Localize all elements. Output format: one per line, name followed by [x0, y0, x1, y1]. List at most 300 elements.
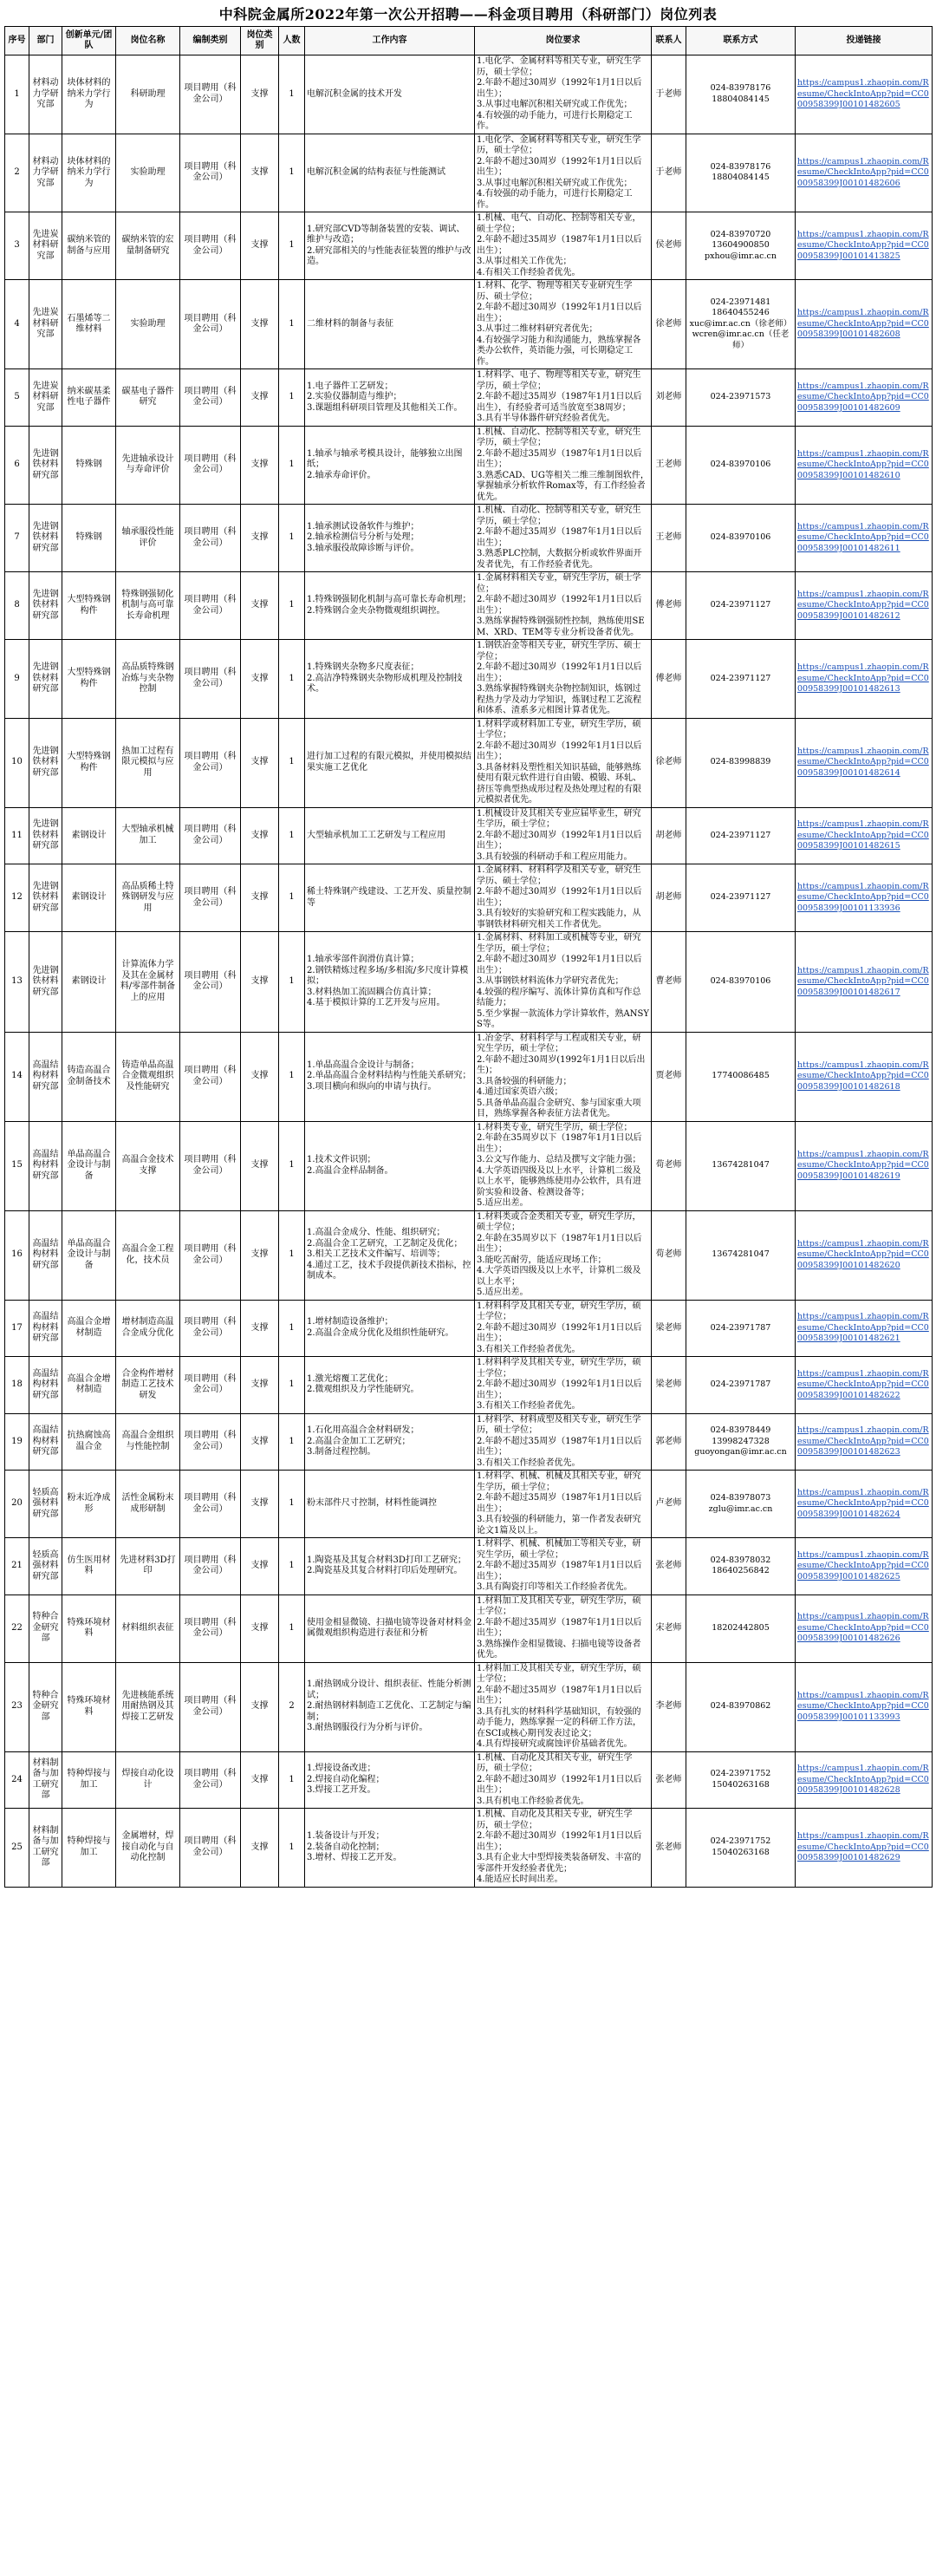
table-row: [5, 572, 933, 640]
apply-link[interactable]: https://campus1.zhaopin.com/Resume/CheckIntoApp?pid=CC000958399J00101482626: [797, 1612, 929, 1644]
work-content-cell: [305, 1357, 475, 1414]
staffing-type-cell: [180, 1300, 241, 1357]
apply-link[interactable]: https://campus1.zhaopin.com/Resume/CheckIntoApp?pid=CC000958399J00101482611: [797, 521, 929, 553]
apply-link[interactable]: https://campus1.zhaopin.com/Resume/CheckIntoApp?pid=CC000958399J00101482619: [797, 1149, 929, 1181]
position-name: 高品质稀土特殊钢研发与应用: [121, 881, 174, 913]
table-row: [5, 426, 933, 505]
department: 高温结构材料研究部: [32, 1060, 59, 1092]
staffing-type-cell: [180, 369, 241, 427]
staffing-type-cell: [180, 1210, 241, 1300]
requirements: 1.机械设计及其相关专业应届毕业生，研究生学历，硕士学位； 2.年龄不超过30周岁（1992年1月1日以后出生）； 3.具有较强的科研动手和工程应用能力。: [477, 808, 642, 862]
apply-link[interactable]: https://campus1.zhaopin.com/Resume/CheckIntoApp?pid=CC000958399J00101482618: [797, 1060, 929, 1092]
apply-link[interactable]: https://campus1.zhaopin.com/Resume/CheckIntoApp?pid=CC000958399J00101482613: [797, 662, 929, 694]
table-row: [5, 932, 933, 1033]
apply-link-cell: [796, 134, 933, 212]
col-work-header: 工作内容: [305, 27, 475, 55]
position-name-cell: [116, 640, 180, 719]
staffing-type: 项目聘用（科金公司）: [184, 668, 237, 688]
work-content: 稀土特殊钢产线建设、工艺开发、质量控制等: [307, 887, 471, 908]
row-number: 15: [11, 1160, 23, 1171]
contact-person: 张老师: [655, 1774, 682, 1784]
apply-link[interactable]: https://campus1.zhaopin.com/Resume/CheckIntoApp?pid=CC000958399J00101482624: [797, 1487, 929, 1519]
contact-info-cell: [686, 1032, 796, 1121]
col-contact-info-header: 联系方式: [686, 27, 796, 55]
team-unit: 单晶高温合金设计与制备: [67, 1238, 111, 1270]
team-unit-cell: [62, 1809, 116, 1888]
col-contact-person-header: 联系人: [652, 27, 686, 55]
team-unit: 素钢设计: [71, 976, 107, 986]
contact-info: 13674281047: [712, 1249, 770, 1260]
contact-person: 王老师: [655, 532, 682, 543]
position-name: 实验助理: [130, 318, 166, 329]
requirements: 1.材料科学及其相关专业，研究生学历，硕士学位； 2.年龄不超过30周岁（1992年1月1日以后出生）； 3.有相关工作经验者优先。: [477, 1358, 642, 1411]
team-unit-cell: [62, 1032, 116, 1121]
apply-link[interactable]: https://campus1.zhaopin.com/Resume/CheckIntoApp?pid=CC000958399J00101482617: [797, 965, 929, 997]
contact-person: 徐老师: [655, 318, 682, 329]
requirements-cell: [475, 640, 652, 719]
requirements-cell: [475, 426, 652, 505]
staffing-type: 项目聘用（科金公司）: [184, 595, 237, 616]
department: 特种合金研究部: [32, 1612, 59, 1644]
requirements-cell: [475, 864, 652, 932]
department: 先进钢铁材料研究部: [32, 881, 59, 913]
requirements-cell: [475, 134, 652, 212]
department-cell: [29, 1751, 62, 1809]
headcount: 1: [289, 460, 295, 469]
work-content-cell: [305, 640, 475, 719]
department: 材料制备与加工研究部: [32, 1758, 59, 1801]
position-category-cell: [241, 369, 279, 427]
position-name-cell: [116, 1210, 180, 1300]
apply-link-cell: [796, 1471, 933, 1538]
requirements: 1.机械、电气、自动化、控制等相关专业，硕士学位； 2.年龄不超过35周岁（1987年1月1日以后出生）； 3.从事过相关工作优先； 4.有相关工作经验者优先。: [477, 213, 642, 277]
contact-info-cell: [686, 1595, 796, 1662]
team-unit: 块体材料的纳米力学行为: [67, 78, 111, 109]
position-category-cell: [241, 1413, 279, 1471]
team-unit-cell: [62, 1538, 116, 1595]
team-unit-cell: [62, 426, 116, 505]
contact-person: 荀老师: [655, 1160, 682, 1171]
headcount-cell: [279, 1300, 305, 1357]
contact-person-cell: [652, 1413, 686, 1471]
position-category-cell: [241, 1471, 279, 1538]
apply-link[interactable]: https://campus1.zhaopin.com/Resume/CheckIntoApp?pid=CC000958399J00101482612: [797, 589, 929, 621]
apply-link[interactable]: https://campus1.zhaopin.com/Resume/CheckIntoApp?pid=CC000958399J00101133936: [797, 881, 929, 913]
contact-person-cell: [652, 640, 686, 719]
work-content: 粉末部件尺寸控制，材料性能调控: [307, 1498, 437, 1509]
table-row: [5, 1595, 933, 1662]
contact-info-cell: [686, 1300, 796, 1357]
contact-person: 张老师: [655, 1842, 682, 1852]
department-cell: [29, 932, 62, 1033]
staffing-type: 项目聘用（科金公司）: [184, 453, 237, 475]
headcount-cell: [279, 505, 305, 572]
headcount-cell: [279, 1357, 305, 1414]
table-body: [5, 55, 933, 1888]
work-content: 大型轴承机加工工艺研发与工程应用: [307, 830, 445, 840]
contact-info-cell: [686, 1413, 796, 1471]
team-unit-cell: [62, 807, 116, 864]
headcount-cell: [279, 1471, 305, 1538]
staffing-type: 项目聘用（科金公司）: [184, 235, 237, 256]
requirements: 1.金属材料、材料加工或机械等专业，研究生学历，硕士学位； 2.年龄不超过30周岁（1992年1月1日以后出生）； 3.从事钢铁材料流体力学研究者优先； 4.较强的程序编写、流体计算仿真和写作总结能力； 5.至少掌握一款流体力学计算软件，熟ANSYS等。: [477, 933, 649, 1029]
contact-person-cell: [652, 426, 686, 505]
requirements: 1.电化学、金属材料等相关专业，研究生学历，硕士学位； 2.年龄不超过30周岁（1992年1月1日以后出生）； 3.从事过电解沉积相关研究或工作优先； 4.有较强的动手能力，可进行长期稳定工作。: [477, 56, 642, 131]
department-cell: [29, 426, 62, 505]
position-category-cell: [241, 1300, 279, 1357]
team-unit: 大型特殊钢构件: [67, 595, 111, 616]
contact-info-cell: [686, 369, 796, 427]
position-name-cell: [116, 1751, 180, 1809]
position-category: 支撑: [250, 1622, 269, 1633]
staffing-type-cell: [180, 932, 241, 1033]
row-number-cell: [5, 1595, 29, 1662]
apply-link[interactable]: https://campus1.zhaopin.com/Resume/CheckIntoApp?pid=CC000958399J00101482625: [797, 1549, 929, 1581]
department: 先进钢铁材料研究部: [32, 819, 59, 851]
work-content-cell: [305, 280, 475, 369]
position-name-cell: [116, 1595, 180, 1662]
team-unit: 大型特殊钢构件: [67, 752, 111, 773]
apply-link[interactable]: https://campus1.zhaopin.com/Resume/CheckIntoApp?pid=CC000958399J00101482623: [797, 1425, 929, 1457]
headcount: 1: [289, 892, 295, 903]
position-name-cell: [116, 572, 180, 640]
table-row: [5, 1300, 933, 1357]
requirements: 1.材料类或合金类相关专业，研究生学历，硕士学位； 2.年龄在35周岁以下（1987年1月1日以后出生）； 3.能吃苦耐劳，能适应现场工作； 4.大学英语四级及以上水平，计算机二级及以上水平； 5.适应出差。: [477, 1211, 642, 1297]
department: 轻质高强材料研究部: [32, 1549, 59, 1581]
contact-info-cell: [686, 807, 796, 864]
row-number-cell: [5, 1210, 29, 1300]
department: 先进钢铁材料研究部: [32, 589, 59, 621]
row-number: 19: [11, 1436, 23, 1446]
apply-link-cell: [796, 426, 933, 505]
table-row: [5, 134, 933, 212]
work-content: 电解沉积金属的结构表征与性能测试: [307, 167, 445, 177]
requirements-cell: [475, 807, 652, 864]
table-row: [5, 1751, 933, 1809]
position-name-cell: [116, 1809, 180, 1888]
headcount: 1: [289, 976, 295, 986]
work-content-cell: [305, 134, 475, 212]
department-cell: [29, 134, 62, 212]
requirements-cell: [475, 1751, 652, 1809]
apply-link[interactable]: https://campus1.zhaopin.com/Resume/CheckIntoApp?pid=CC000958399J00101413825: [797, 229, 929, 261]
staffing-type: 项目聘用（科金公司）: [184, 752, 237, 773]
requirements: 1.材料学、机械、机械及其相关专业，研究生学历，硕士学位； 2.年龄不超过35周岁（1987年1月1日以后出生）； 3.具有较强的科研能力，第一作者发表研究论文1篇及以上。: [477, 1471, 642, 1536]
apply-link[interactable]: https://campus1.zhaopin.com/Resume/CheckIntoApp?pid=CC000958399J00101482608: [797, 308, 929, 340]
work-content-cell: [305, 1413, 475, 1471]
apply-link-cell: [796, 864, 933, 932]
apply-link-cell: [796, 1300, 933, 1357]
contact-info: 024-23971127: [710, 892, 771, 903]
work-content-cell: [305, 864, 475, 932]
row-number: 12: [11, 892, 23, 903]
table-row: [5, 864, 933, 932]
department-cell: [29, 572, 62, 640]
staffing-type: 项目聘用（科金公司）: [184, 1155, 237, 1176]
row-number: 2: [14, 167, 20, 177]
position-name: 科研助理: [130, 88, 166, 99]
position-name-cell: [116, 1471, 180, 1538]
team-unit: 石墨烯等二维材料: [67, 313, 111, 334]
contact-person-cell: [652, 1809, 686, 1888]
row-number: 14: [11, 1071, 23, 1081]
contact-info: 024-83970106: [710, 976, 771, 986]
contact-person: 徐老师: [655, 757, 682, 767]
requirements: 1.材料、化学、物理等相关专业研究生学历、硕士学位； 2.年龄不超过30周岁（1992年1月1日以后出生）； 3.从事过二维材料研究者优先； 4.有较强学习能力和沟通能力，熟练掌握各类办公软件，英语能力强，可长期稳定工作。: [477, 281, 642, 367]
apply-link[interactable]: https://campus1.zhaopin.com/Resume/CheckIntoApp?pid=CC000958399J00101482621: [797, 1312, 929, 1343]
position-name: 合金构件增材制造工艺技术研发: [121, 1368, 174, 1400]
team-unit: 块体材料的纳米力学行为: [67, 156, 111, 188]
contact-info: 024-23971127: [710, 830, 771, 840]
col-position-header: 岗位名称: [116, 27, 180, 55]
row-number: 17: [11, 1322, 23, 1333]
page-title: 中科院金属所2022年第一次公开招聘——科金项目聘用（科研部门）岗位列表: [218, 6, 718, 23]
contact-info: 024-23971752 15040263168: [710, 1769, 771, 1790]
contact-info-cell: [686, 640, 796, 719]
contact-info-cell: [686, 572, 796, 640]
position-category: 支撑: [250, 1379, 269, 1389]
team-unit-cell: [62, 1413, 116, 1471]
headcount-cell: [279, 1210, 305, 1300]
apply-link-cell: [796, 1357, 933, 1414]
headcount: 1: [289, 757, 295, 767]
contact-person-cell: [652, 1595, 686, 1662]
row-number-cell: [5, 932, 29, 1033]
requirements: 1.材料科学及其相关专业，研究生学历，硕士学位； 2.年龄不超过30周岁（1992年1月1日以后出生）； 3.有相关工作经验者优先。: [477, 1301, 642, 1354]
table-row: [5, 1121, 933, 1210]
contact-person-cell: [652, 505, 686, 572]
staffing-type: 项目聘用（科金公司）: [184, 887, 237, 908]
staffing-type-cell: [180, 1538, 241, 1595]
work-content: 1.电子器件工艺研发； 2.实验仪器制造与维护； 3.课题组科研项目管理及其他相关工作。: [307, 381, 463, 413]
requirements: 1.材料类专业，研究生学历，硕士学位； 2.年龄在35周岁以下（1987年1月1日以后出生）； 3.公文写作能力、总结及撰写文字能力强； 4.大学英语四级及以上水平，计算机二级及以上水平，能够熟练使用办公软件，具有进阶实验和设备、检测设备等； 5.适应出差。: [477, 1122, 642, 1208]
row-number: 22: [11, 1622, 23, 1633]
requirements-cell: [475, 369, 652, 427]
headcount-cell: [279, 1413, 305, 1471]
staffing-type-cell: [180, 718, 241, 807]
contact-person-cell: [652, 1662, 686, 1751]
position-category: 支撑: [250, 532, 269, 543]
position-name: 大型轴承机械加工: [121, 825, 174, 845]
headcount-cell: [279, 864, 305, 932]
requirements-cell: [475, 1595, 652, 1662]
job-table: [4, 26, 933, 1888]
department: 材料动力学研究部: [32, 78, 59, 109]
headcount-cell: [279, 640, 305, 719]
row-number-cell: [5, 1471, 29, 1538]
contact-person: 胡老师: [655, 830, 682, 840]
work-content-cell: [305, 426, 475, 505]
team-unit-cell: [62, 134, 116, 212]
contact-person-cell: [652, 1121, 686, 1210]
row-number-cell: [5, 864, 29, 932]
staffing-type: 项目聘用（科金公司）: [184, 1066, 237, 1086]
position-name: 金属增材，焊接自动化与自动化控制: [121, 1831, 174, 1862]
contact-person: 荀老师: [655, 1249, 682, 1260]
contact-person-cell: [652, 212, 686, 280]
row-number-cell: [5, 807, 29, 864]
work-content-cell: [305, 572, 475, 640]
work-content: 1.研究部CVD等制备装置的安装、调试、维护与改造； 2.研究部相关的与性能表征装置的维护与改造。: [307, 224, 471, 266]
department-cell: [29, 1413, 62, 1471]
contact-info-cell: [686, 1809, 796, 1888]
position-category: 支撑: [250, 392, 269, 401]
staffing-type: 项目聘用（科金公司）: [184, 1617, 237, 1638]
apply-link[interactable]: https://campus1.zhaopin.com/Resume/CheckIntoApp?pid=CC000958399J00101482620: [797, 1238, 929, 1270]
requirements: 1.机械、自动化、控制等相关专业，研究生学历，硕士学位； 2.年龄不超过35周岁（1987年1月1日以后出生）； 3.熟悉CAD、UG等相关二维三维制图软件，掌握轴承分析软件Romax等，有工作经验者优先。: [477, 427, 649, 502]
staffing-type: 项目聘用（科金公司）: [184, 1244, 237, 1265]
department-cell: [29, 1809, 62, 1888]
requirements: 1.材料学、机械、机械加工等相关专业，研究生学历，硕士学位； 2.年龄不超过35周岁（1987年1月1日以后出生）； 3.具有陶瓷打印等相关工作经验者优先。: [477, 1539, 642, 1592]
row-number: 7: [14, 532, 20, 543]
department: 轻质高强材料研究部: [32, 1487, 59, 1519]
headcount: 1: [289, 1498, 295, 1509]
team-unit-cell: [62, 1300, 116, 1357]
staffing-type-cell: [180, 426, 241, 505]
apply-link[interactable]: https://campus1.zhaopin.com/Resume/CheckIntoApp?pid=CC000958399J00101133993: [797, 1690, 929, 1722]
table-row: [5, 1032, 933, 1121]
requirements: 1.机械、自动化、控制等相关专业，研究生学历，硕士学位； 2.年龄不超过35周岁（1987年1月1日以后出生）； 3.熟悉PLC控制，大数据分析或软件界面开发者优先，有工作经验者优先。: [477, 505, 642, 570]
contact-person: 李老师: [655, 1701, 682, 1712]
contact-info: 024-83998839: [710, 757, 771, 767]
apply-link-cell: [796, 1751, 933, 1809]
work-content: 1.轴承零部件润滑仿真计算； 2.钢铁精炼过程多场/多相流/多尺度计算模拟； 3.材料热加工流固耦合仿真计算； 4.基于模拟计算的工艺开发与应用。: [307, 955, 469, 1008]
staffing-type: 项目聘用（科金公司）: [184, 1769, 237, 1790]
requirements-cell: [475, 932, 652, 1033]
department-cell: [29, 1662, 62, 1751]
apply-link[interactable]: https://campus1.zhaopin.com/Resume/CheckIntoApp?pid=CC000958399J00101482629: [797, 1831, 929, 1862]
apply-link[interactable]: https://campus1.zhaopin.com/Resume/CheckIntoApp?pid=CC000958399J00101482628: [797, 1764, 929, 1795]
position-category: 支撑: [250, 1071, 269, 1081]
headcount-cell: [279, 1121, 305, 1210]
staffing-type: 项目聘用（科金公司）: [184, 313, 237, 334]
headcount: 1: [289, 1322, 295, 1333]
position-category: 支撑: [250, 1561, 269, 1570]
position-category: 支撑: [250, 88, 269, 99]
contact-person: 侯老师: [655, 240, 682, 251]
department: 高温结构材料研究部: [32, 1312, 59, 1343]
table-row: [5, 807, 933, 864]
contact-person-cell: [652, 280, 686, 369]
team-unit-cell: [62, 1121, 116, 1210]
team-unit: 素钢设计: [71, 892, 107, 903]
requirements: 1.材料加工及其相关专业，研究生学历，硕士学位； 2.年龄不超过35周岁（1987年1月1日以后出生）； 3.具有扎实的材料科学基础知识，有较强的动手能力，熟练掌握一定的科研工作方法，在SCI或核心期刊发表过论文； 4.具有焊接研究或腐蚀评价基础者优先。: [477, 1663, 642, 1749]
apply-link[interactable]: https://campus1.zhaopin.com/Resume/CheckIntoApp?pid=CC000958399J00101482610: [797, 448, 929, 480]
department-cell: [29, 640, 62, 719]
position-category-cell: [241, 426, 279, 505]
page: [4, 0, 932, 1888]
team-unit: 高温合金增材制造: [67, 1317, 111, 1338]
row-number-cell: [5, 426, 29, 505]
apply-link[interactable]: https://campus1.zhaopin.com/Resume/CheckIntoApp?pid=CC000958399J00101482605: [797, 78, 929, 109]
work-content: 1.技术文件识别； 2.高温合金样品制备。: [307, 1155, 393, 1176]
position-name: 先进材料3D打印: [120, 1555, 176, 1576]
requirements-cell: [475, 1413, 652, 1471]
row-number-cell: [5, 1121, 29, 1210]
apply-link[interactable]: https://campus1.zhaopin.com/Resume/CheckIntoApp?pid=CC000958399J00101482622: [797, 1368, 929, 1400]
apply-link[interactable]: https://campus1.zhaopin.com/Resume/CheckIntoApp?pid=CC000958399J00101482615: [797, 819, 929, 851]
requirements-cell: [475, 1032, 652, 1121]
contact-info: 024-23971481 18640455246 xuc@imr.ac.cn（徐老师） wcren@imr.ac.cn（任老师）: [689, 297, 792, 350]
row-number-cell: [5, 1751, 29, 1809]
staffing-type-cell: [180, 807, 241, 864]
row-number: 8: [14, 600, 20, 610]
contact-person: 曹老师: [655, 976, 682, 986]
headcount-cell: [279, 369, 305, 427]
contact-person: 梁老师: [655, 1322, 682, 1333]
staffing-type-cell: [180, 1032, 241, 1121]
contact-person: 于老师: [655, 167, 682, 177]
team-unit-cell: [62, 572, 116, 640]
department: 先进炭材料研究部: [32, 308, 59, 340]
row-number: 4: [14, 318, 20, 329]
apply-link[interactable]: https://campus1.zhaopin.com/Resume/CheckIntoApp?pid=CC000958399J00101482606: [797, 156, 929, 188]
contact-person: 王老师: [655, 460, 682, 469]
position-category-cell: [241, 932, 279, 1033]
row-number-cell: [5, 280, 29, 369]
work-content-cell: [305, 1751, 475, 1809]
headcount: 1: [289, 88, 295, 99]
position-category-cell: [241, 718, 279, 807]
department-cell: [29, 1121, 62, 1210]
contact-person: 傅老师: [655, 600, 682, 610]
row-number-cell: [5, 134, 29, 212]
department: 先进钢铁材料研究部: [32, 965, 59, 997]
position-name: 高温合金组织与性能控制: [121, 1431, 174, 1451]
position-name-cell: [116, 1413, 180, 1471]
contact-info-cell: [686, 1121, 796, 1210]
staffing-type-cell: [180, 212, 241, 280]
requirements-cell: [475, 1538, 652, 1595]
table-row: [5, 718, 933, 807]
position-name: 碳纳米管的宏量制备研究: [121, 235, 174, 256]
staffing-type-cell: [180, 640, 241, 719]
requirements-cell: [475, 1662, 652, 1751]
contact-person: 宋老师: [655, 1622, 682, 1633]
col-dept-header: 部门: [29, 27, 62, 55]
position-category-cell: [241, 1595, 279, 1662]
contact-person: 刘老师: [655, 392, 682, 401]
position-name: 特殊钢强韧化机制与高可靠长寿命机理: [121, 589, 174, 621]
department: 先进炭材料研究部: [32, 381, 59, 413]
position-category: 支撑: [250, 892, 269, 903]
position-name-cell: [116, 1032, 180, 1121]
team-unit: 特种焊接与加工: [67, 1836, 111, 1857]
work-content-cell: [305, 1300, 475, 1357]
row-number: 11: [11, 830, 23, 840]
position-category-cell: [241, 280, 279, 369]
requirements-cell: [475, 505, 652, 572]
department-cell: [29, 1210, 62, 1300]
staffing-type: 项目聘用（科金公司）: [184, 1431, 237, 1451]
apply-link[interactable]: https://campus1.zhaopin.com/Resume/CheckIntoApp?pid=CC000958399J00101482614: [797, 746, 929, 778]
position-name: 高品质特殊钢冶炼与夹杂物控制: [121, 662, 174, 694]
position-category-cell: [241, 1032, 279, 1121]
contact-person: 胡老师: [655, 892, 682, 903]
staffing-type: 项目聘用（科金公司）: [184, 83, 237, 104]
work-content: 1.轴承测试设备软件与维护； 2.轴承检测信号分析与处理； 3.轴承服役故障诊断与评价。: [307, 521, 419, 553]
headcount: 1: [289, 1842, 295, 1852]
row-number: 16: [11, 1249, 23, 1260]
position-category-cell: [241, 55, 279, 134]
position-name-cell: [116, 280, 180, 369]
row-number-cell: [5, 1357, 29, 1414]
apply-link[interactable]: https://campus1.zhaopin.com/Resume/CheckIntoApp?pid=CC000958399J00101482609: [797, 381, 929, 413]
contact-info: 18202442805: [712, 1622, 770, 1633]
position-name-cell: [116, 864, 180, 932]
requirements-cell: [475, 718, 652, 807]
staffing-type-cell: [180, 1751, 241, 1809]
